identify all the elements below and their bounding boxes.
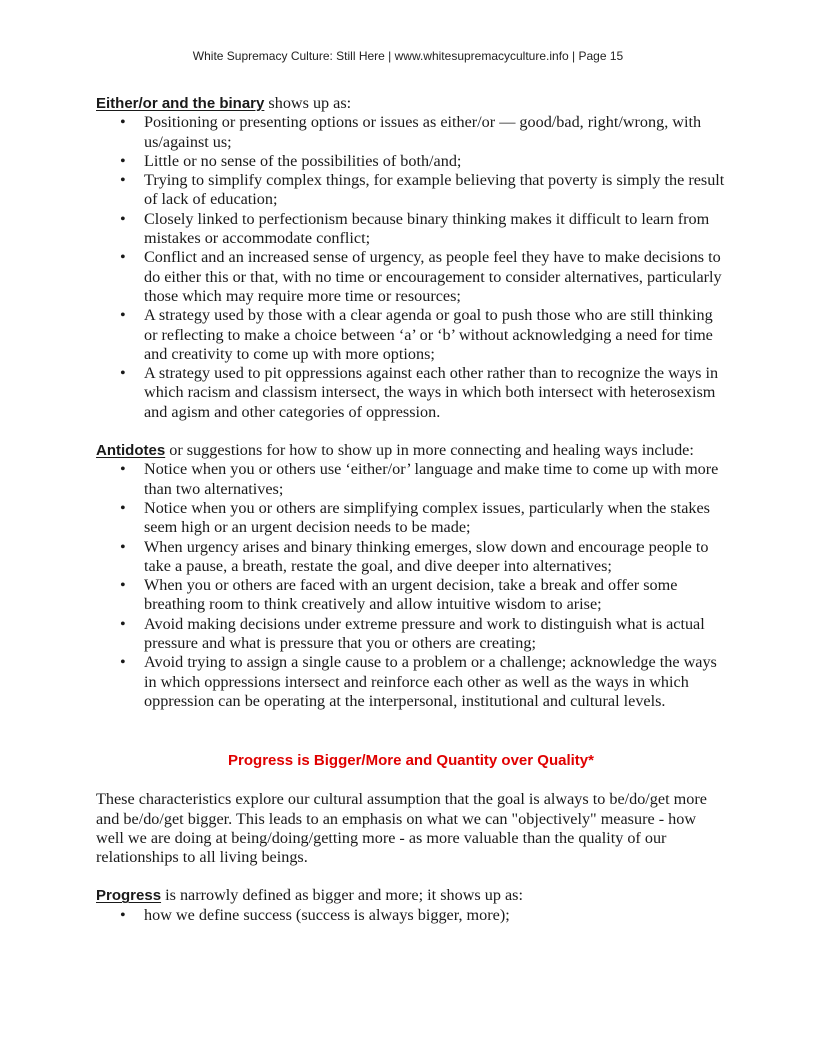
list-item: • how we define success (success is always bigger, more); <box>96 906 726 925</box>
progress-heading: Progress <box>96 887 162 905</box>
antidotes-intro-text: or suggestions for how to show up in more connecting and healing ways include: <box>165 441 694 460</box>
list-item: • Closely linked to perfectionism because binary thinking makes it difficult to learn from mistakes or accommodate conflict; <box>96 210 726 249</box>
antidotes-list <box>96 460 726 711</box>
list-item: • Notice when you or others use ‘either/or’ language and make time to come up with more than two alternatives; <box>96 460 726 499</box>
list-item: • Avoid making decisions under extreme pressure and work to distinguish what is actual pressure and what is pressure that you or others are creating; <box>96 615 726 654</box>
list-item: • Avoid trying to assign a single cause to a problem or a challenge; acknowledge the ways in which oppressions intersect and reinforce each other as well as the ways in which oppression can be operating at the interpersonal, institutional and cultural levels. <box>96 653 726 711</box>
list-item: • When you or others are faced with an urgent decision, take a break and offer some breathing room to think creatively and allow intuitive wisdom to arise; <box>96 576 726 615</box>
running-header: White Supremacy Culture: Still Here | www.whitesupremacyculture.info | Page 15 <box>192 49 624 63</box>
list-item: • Trying to simplify complex things, for example believing that poverty is simply the result of lack of education; <box>96 171 726 210</box>
either-or-heading: Either/or and the binary <box>96 95 265 112</box>
list-item: • A strategy used by those with a clear agenda or goal to push those who are still thinking or reflecting to make a choice between ‘a’ or ‘b’ without acknowledging a need for time and creativity to come up with more options; <box>96 306 726 364</box>
either-or-intro <box>96 94 726 113</box>
page-content <box>96 94 726 925</box>
list-item: • Little or no sense of the possibilities of both/and; <box>96 152 726 171</box>
section-paragraph: These characteristics explore our cultural assumption that the goal is always to be/do/get more and be/do/get bigger. This leads to an emphasis on what we can "objectively" measure - how well we are doing at being/doing/getting more - as more valuable than the quality of our relationships to all living beings. <box>96 790 707 867</box>
list-item: • Positioning or presenting options or issues as either/or — good/bad, right/wrong, with us/against us; <box>96 113 726 152</box>
antidotes-intro <box>96 441 726 460</box>
list-item: • Notice when you or others are simplifying complex issues, particularly when the stakes seem high or an urgent decision needs to be made; <box>96 499 726 538</box>
section-title: Progress is Bigger/More and Quantity over Quality* <box>228 752 594 770</box>
progress-list <box>96 906 726 925</box>
list-item: • A strategy used to pit oppressions against each other rather than to recognize the ways in which racism and classism intersect, the ways in which both intersect with heterosexism and agism and other categories of oppression. <box>96 364 726 422</box>
either-or-list <box>96 113 726 422</box>
progress-intro <box>96 886 726 905</box>
antidotes-heading: Antidotes <box>96 442 166 460</box>
list-item: • Conflict and an increased sense of urgency, as people feel they have to make decisions to do either this or that, with no time or encouragement to consider alternatives, particularly those which may require more time or resources; <box>96 248 726 306</box>
list-item: • When urgency arises and binary thinking emerges, slow down and encourage people to take a pause, a breath, restate the goal, and dive deeper into alternatives; <box>96 538 726 577</box>
progress-intro-text: is narrowly defined as bigger and more; it shows up as: <box>161 886 523 905</box>
either-or-intro-text: shows up as: <box>264 94 352 112</box>
